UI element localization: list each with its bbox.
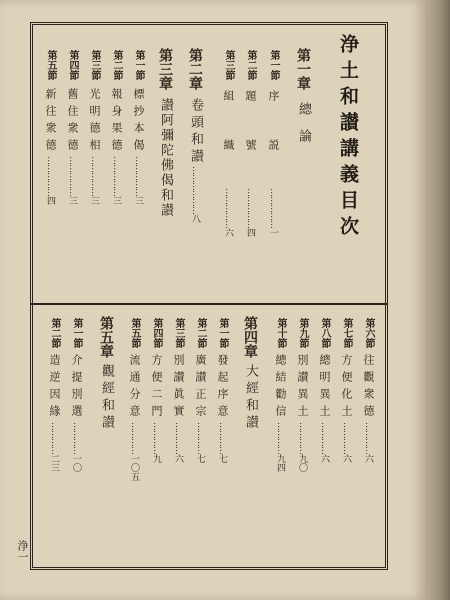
chapter-label: 第二章 [187, 48, 203, 90]
entry-text: 標抄本偈 [132, 88, 145, 156]
entry-text: 總明異土 [318, 354, 331, 422]
chapter-label: 第五章 [98, 316, 114, 358]
leader-dots: …………… [223, 188, 233, 228]
leader-dots: …………… [45, 156, 55, 196]
section-label: 第七節 [341, 318, 352, 348]
page-number: 一 [268, 228, 278, 237]
leader-dots: ………… [173, 422, 183, 454]
section-label: 第五節 [45, 50, 56, 80]
section-label: 第二節 [49, 318, 60, 348]
page-number: 七 [195, 454, 205, 463]
toc-entry [338, 318, 354, 463]
toc-chapter [157, 48, 173, 218]
page-number: 三 [89, 196, 99, 205]
toc-entry [192, 318, 208, 463]
toc-chapter [242, 316, 258, 432]
toc-entry [68, 318, 84, 472]
toc-chapter [98, 316, 114, 432]
entry-text: 組織 [222, 90, 235, 188]
toc-entry [360, 318, 376, 463]
chapter-text: 大經和讃 [243, 364, 258, 432]
leader-dots: ………… [71, 422, 81, 454]
toc-chapter [295, 48, 311, 156]
leader-dots: ………… [275, 422, 285, 454]
leader-dots: ………… [217, 422, 227, 454]
leader-dots: …………… [89, 156, 99, 196]
section-label: 第一節 [217, 318, 228, 348]
toc-entry [86, 50, 102, 205]
page-number: 九 [151, 454, 161, 463]
page-number: 三 [133, 196, 143, 205]
section-label: 第二節 [111, 50, 122, 80]
entry-text: 報身果德 [110, 88, 123, 156]
toc-chapter [187, 48, 203, 223]
margin-label: 浄一 [16, 540, 29, 562]
leader-dots: …………… [245, 188, 255, 228]
chapter-text: 卷頭和讃 [188, 98, 203, 166]
toc-title: 浄土和讃講義目次 [337, 34, 359, 242]
section-label: 第四節 [151, 318, 162, 348]
toc-entry [130, 50, 146, 205]
entry-text: 介提別選 [70, 354, 83, 422]
section-label: 第一節 [71, 318, 82, 348]
toc-entry [42, 50, 58, 205]
toc-entry [148, 318, 164, 463]
entry-text: 往觀衆德 [362, 354, 375, 422]
toc-entry [316, 318, 332, 463]
toc-entry [64, 50, 80, 205]
entry-text: 光明德相 [88, 88, 101, 156]
page-number: 六 [341, 454, 351, 463]
entry-text: 方便化土 [340, 354, 353, 422]
chapter-label: 第四章 [242, 316, 258, 358]
section-label: 第六節 [363, 318, 374, 348]
leader-dots: …………… [111, 156, 121, 196]
toc-entry [126, 318, 142, 481]
leader-dots: ………… [363, 422, 373, 454]
section-label: 第三節 [223, 50, 234, 80]
toc-entry [220, 50, 236, 237]
page-number: 八 [190, 214, 200, 223]
page-number: 三 [67, 196, 77, 205]
entry-text: 造逆因緣 [48, 354, 61, 422]
toc-entry [170, 318, 186, 463]
leader-dots: ………… [195, 422, 205, 454]
chapter-text: 總論 [296, 102, 311, 156]
page-number: 三 [111, 196, 121, 205]
leader-dots: ………… [319, 422, 329, 454]
leader-dots: ……………… [190, 166, 200, 214]
entry-text: 新往衆德 [44, 88, 57, 156]
toc-entry [108, 50, 124, 205]
page-edge [425, 0, 450, 600]
leader-dots: ………… [341, 422, 351, 454]
chapter-label: 第三章 [157, 48, 173, 90]
entry-text: 別讃異土 [296, 354, 309, 422]
page-number: 七 [217, 454, 227, 463]
leader-dots: ………… [129, 422, 139, 454]
section-label: 第一節 [133, 50, 144, 80]
toc-entry [214, 318, 230, 463]
leader-dots: ………… [151, 422, 161, 454]
leader-dots: …………… [67, 156, 77, 196]
entry-text: 別讃眞實 [172, 354, 185, 422]
section-label: 第三節 [89, 50, 100, 80]
section-label: 第三節 [173, 318, 184, 348]
page-number: 六 [363, 454, 373, 463]
chapter-text: 讃阿彌陀佛偈和讃 [158, 98, 173, 218]
page-number: 六 [173, 454, 183, 463]
page-number: 九四 [275, 454, 285, 472]
section-label: 第九節 [297, 318, 308, 348]
chapter-text: 觀經和讃 [99, 364, 114, 432]
entry-text: 序説 [267, 90, 280, 188]
leader-dots: …………… [133, 156, 143, 196]
page-number: 四 [45, 196, 55, 205]
entry-text: 發起序意 [216, 354, 229, 422]
page-number: 九〇 [297, 454, 307, 472]
toc-entry [265, 50, 281, 237]
section-label: 第一節 [268, 50, 279, 80]
toc-divider [30, 303, 388, 305]
toc-entry [242, 50, 258, 237]
section-label: 第八節 [319, 318, 330, 348]
entry-text: 題號 [244, 90, 257, 188]
entry-text: 流通分意 [128, 354, 141, 422]
leader-dots: ………… [49, 422, 59, 454]
page-number: 二三 [49, 454, 59, 472]
entry-text: 總結勸信 [274, 354, 287, 422]
leader-dots: …………… [268, 188, 278, 228]
page-number: 一〇五 [129, 454, 139, 481]
page-number: 四 [245, 228, 255, 237]
section-label: 第二節 [245, 50, 256, 80]
toc-entry [294, 318, 310, 472]
leader-dots: ………… [297, 422, 307, 454]
section-label: 第十節 [275, 318, 286, 348]
section-label: 第五節 [129, 318, 140, 348]
entry-text: 舊住衆德 [66, 88, 79, 156]
chapter-label: 第一章 [295, 48, 311, 90]
page-number: 一〇 [71, 454, 81, 472]
page-number: 六 [223, 228, 233, 237]
toc-entry [46, 318, 62, 472]
entry-text: 方便二門 [150, 354, 163, 422]
toc-entry [272, 318, 288, 472]
section-label: 第四節 [67, 50, 78, 80]
entry-text: 廣讃正宗 [194, 354, 207, 422]
section-label: 第二節 [195, 318, 206, 348]
page-number: 六 [319, 454, 329, 463]
